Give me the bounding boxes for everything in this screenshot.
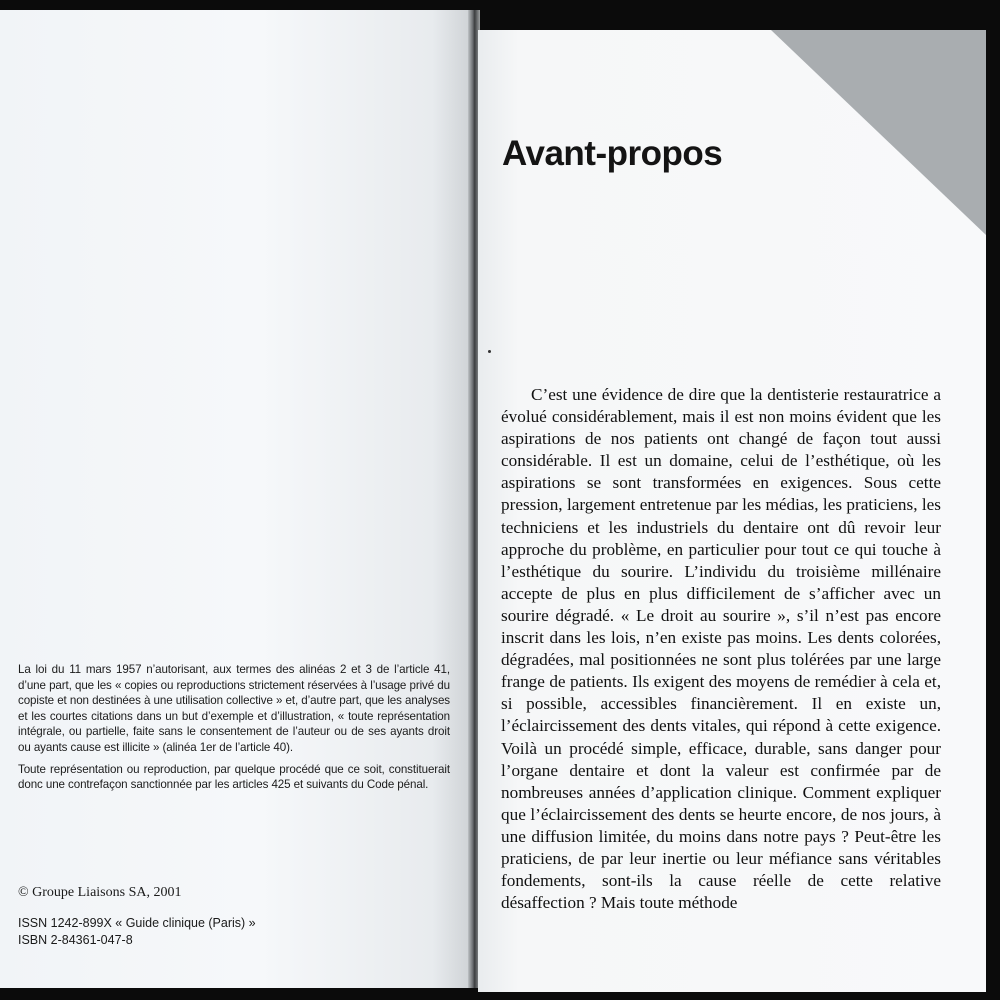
legal-paragraph-1: La loi du 11 mars 1957 n’autorisant, aux termes des alinéas 2 et 3 de l’article 41, d’une part, que les « copies ou reproductions strictement réservées à l’usage privé du copiste et non destinées à une utilisation collective » et, d’autre part, que les analyses et les courtes citations dans un but d’exemple et d’illustration, « toute représentation intégrale, ou partielle, faite sans le consentement de l’auteur ou de ses ayants droit ou ayants cause est illicite » (alinéa 1er de l’article 40). xyxy=(18,663,450,754)
body-paragraph: C’est une évidence de dire que la dentisterie restauratrice a évolué considérablement, mais il est non moins évident que les aspirations de nos patients ont changé de façon tout aussi considérable. Il est un domaine, celui de l’esthétique, où les aspirations se sont transformées en exigences. Sous cette pression, largement entretenue par les médias, les praticiens, les techniciens et les industriels du dentaire ont dû revoir leur approche du problème, en particulier pour tout ce qui touche à l’esthétique du sourire. L’individu du troisième millénaire accepte de plus en plus difficilement de s’afficher avec un sourire dégradé. « Le droit au sourire », s’il n’est pas encore inscrit dans les lois, n’en existe pas moins. Les dents colorées, dégradées, mal positionnées ne sont plus tolérées par une large frange de patients. Ils exigent des moyens de remédier à cela et, si possible, accessibles financièrement. Il en existe un, l’éclaircissement des dents vitales, qui répond à cette exigence. Voilà un procédé simple, efficace, durable, sans danger pour l’organe dentaire et dont la valeur est confirmée par de nombreuses années d’application clinique. Comment expliquer que l’éclaircissement des dents se heurte encore, de nos jours, à une diffusion limitée, du moins dans notre pays ? Peut-être les praticiens, de par leur inertie ou leur méfiance sans véritables fondements, sont-ils la cause réelle de cette relative désaffection ? Mais toute méthode xyxy=(501,385,941,913)
issn-line: ISSN 1242-899X « Guide clinique (Paris) » xyxy=(18,916,256,930)
legal-paragraph-2: Toute représentation ou reproduction, par quelque procédé que ce soit, constituerait donc une contrefaçon sanctionnée par les articles 425 et suivants du Code pénal. xyxy=(18,762,450,792)
left-page xyxy=(0,10,470,988)
isbn-line: ISBN 2-84361-047-8 xyxy=(18,933,133,947)
page-title: Avant-propos xyxy=(502,134,723,173)
corner-band xyxy=(771,30,986,235)
copyright-line: © Groupe Liaisons SA, 2001 xyxy=(18,885,182,900)
speck xyxy=(488,350,491,353)
right-page xyxy=(478,30,986,992)
isbn-block xyxy=(18,915,458,949)
legal-notice xyxy=(18,662,450,799)
